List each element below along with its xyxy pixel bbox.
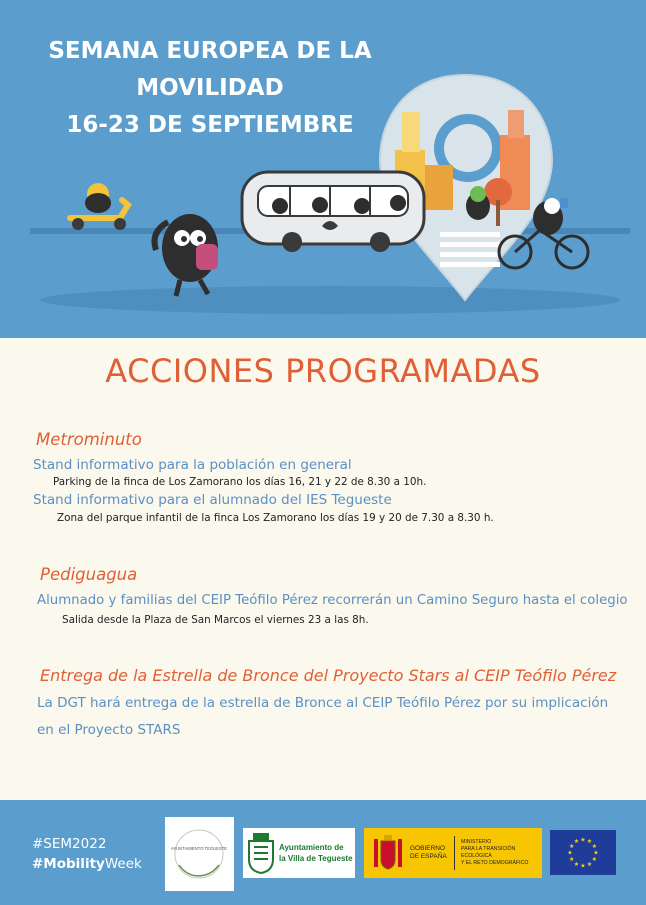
eu-star: ★ <box>586 839 593 846</box>
eu-star: ★ <box>586 861 593 868</box>
eu-star: ★ <box>567 850 573 857</box>
event-dates: 16-23 DE SEPTIEMBRE <box>66 112 354 138</box>
ministerio-line-1: MINISTERIO <box>461 839 492 845</box>
ayuntamiento-text <box>279 842 353 864</box>
hashtag-mobility: #Mobility <box>32 856 105 872</box>
gobierno-text <box>410 845 452 861</box>
eu-star: ★ <box>591 844 597 850</box>
eu-stars-icon <box>550 830 616 875</box>
ayuntamiento-round-logo <box>165 817 234 891</box>
ayto-small-text: AYUNTAMIENTO TEGUESTE <box>170 846 228 851</box>
eu-flag-logo <box>550 830 616 875</box>
gobierno-line-2: DE ESPAÑA <box>410 853 447 860</box>
gobierno-line-1: GOBIERNO <box>410 845 446 852</box>
eu-star: ★ <box>580 863 586 870</box>
page-heading: ACCIONES PROGRAMADAS <box>105 352 541 390</box>
metrominuto-item-2-detail: Zona del parque infantil de la finca Los Zamorano los días 19 y 20 de 7.30 a 8.30 h. <box>57 512 494 524</box>
gobierno-espana-logo <box>364 828 542 878</box>
eu-star: ★ <box>593 850 599 857</box>
hashtag-sem2022: #SEM2022 <box>32 836 107 852</box>
eu-star: ★ <box>569 857 575 863</box>
pediguagua-detail: Salida desde la Plaza de San Marcos el viernes 23 a las 8h. <box>62 614 369 626</box>
pediguagua-line: Alumnado y familias del CEIP Teófilo Pérez recorrerán un Camino Seguro hasta el colegio <box>37 593 628 608</box>
ayto-line-2: la Villa de Tegueste <box>279 854 353 863</box>
eu-star: ★ <box>569 844 575 850</box>
eu-star: ★ <box>580 837 586 844</box>
hero-banner <box>0 0 646 338</box>
coat-of-arms-icon <box>246 831 276 875</box>
wreath-icon <box>165 817 234 891</box>
eu-star: ★ <box>591 857 597 863</box>
ayto-line-1: Ayuntamiento de <box>279 843 344 852</box>
metrominuto-item-1: Stand informativo para la población en general <box>33 457 352 473</box>
hashtag-mobilityweek <box>32 856 142 872</box>
section-title-estrella: Entrega de la Estrella de Bronce del Proyecto Stars al CEIP Teófilo Pérez <box>40 666 617 685</box>
eu-star: ★ <box>573 861 580 868</box>
ayuntamiento-tegueste-logo <box>243 828 355 878</box>
event-title-line-1: SEMANA EUROPEA DE LA <box>48 38 372 64</box>
hashtag-week: Week <box>104 856 142 872</box>
spain-crest-icon <box>372 833 404 873</box>
ministerio-line-3: Y EL RETO DEMOGRÁFICO <box>461 860 529 866</box>
estrella-paragraph: La DGT hará entrega de la estrella de Bronce al CEIP Teófilo Pérez por su implicación en el Proyecto STARS <box>37 695 609 738</box>
event-title <box>20 33 400 144</box>
eu-star: ★ <box>573 839 580 846</box>
ministerio-line-2: PARA LA TRANSICIÓN ECOLÓGICA <box>461 846 516 859</box>
section-title-metrominuto: Metrominuto <box>36 430 142 449</box>
section-title-pediguagua: Pediguagua <box>40 565 138 584</box>
metrominuto-item-2: Stand informativo para el alumnado del IES Tegueste <box>33 492 392 508</box>
event-title-line-2: MOVILIDAD <box>136 75 284 101</box>
ministerio-text <box>461 839 541 867</box>
logo-divider <box>454 836 455 870</box>
metrominuto-item-1-detail: Parking de la finca de Los Zamorano los días 16, 21 y 22 de 8.30 a 10h. <box>53 476 427 488</box>
